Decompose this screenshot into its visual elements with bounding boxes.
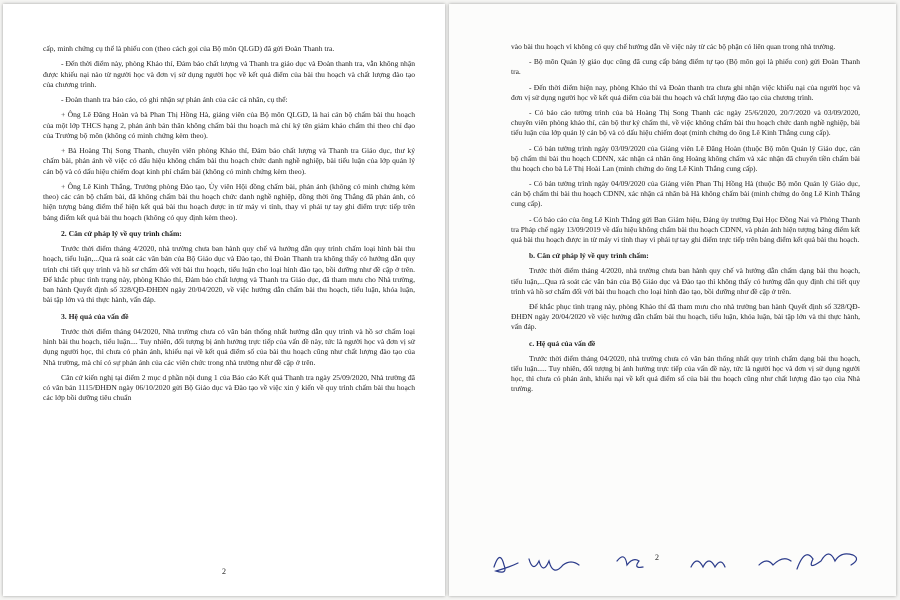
paragraph: cấp, minh chứng cụ thể là phiếu con (theo cách gọi của Bộ môn QLGD) đã gửi Đoàn Thanh tra.	[43, 44, 335, 53]
page-text	[43, 44, 415, 409]
section-heading: 2. Căn cứ pháp lý về quy trình chấm:	[61, 228, 182, 238]
paragraph: - Có bản tường trình ngày 03/09/2020 của Giảng viên Lê Đăng Hoàn (thuộc Bộ môn Quản lý Giáo dục, cán bộ chấm thi bài thu hoạch CDNN, xác nhận cá nhân ông Hoàng không chấm và xác nhận đã chuyển tiền chấm bài thu hoạch cho bà Lê Thị Hoài Lan (minh chứng do ông Lê Kinh Thắng cung cấp).	[511, 143, 860, 173]
paragraph: vào bài thu hoạch vì không có quy chế hướng dẫn về việc này từ các bộ phận có liên quan trong nhà trường.	[511, 42, 836, 51]
paragraph: + Ông Lê Đăng Hoàn và bà Phan Thị Hồng Hà, giảng viên của Bộ môn QLGD, là hai cán bộ chấm bài thu hoạch của một lớp THCS hạng 2, phản ánh bản thân không chấm bài thu hoạch mà chỉ ký tên giám khảo chấm thi theo chỉ đạo của Trưởng bộ môn (không có minh chứng kèm theo).	[43, 110, 415, 140]
section-heading: 3. Hệ quả của vấn đề	[61, 311, 129, 321]
paragraph: - Đến thời điểm hiện nay, phòng Khảo thí và Đoàn thanh tra chưa ghi nhận việc khiếu nại của người học và đơn vị sử dụng người học về kết quả điểm của bài thu hoạch và chất lượng đào tạo của chương trình.	[511, 82, 860, 102]
paragraph: Để khắc phục tình trạng này, phòng Khảo thí đã tham mưu cho nhà trường ban hành Quyết định số 328/QĐ-ĐHĐN ngày 20/04/2020 về việc hướng dẫn chấm bài thu hoạch, tiểu luận, khóa luận, bài tập lớn và thi thực hành, vấn đáp.	[511, 301, 860, 332]
paragraph: - Có bản tường trình ngày 04/09/2020 của Giảng viên Phan Thị Hồng Hà (thuộc Bộ môn Quản lý Giáo dục, cán bộ chấm thi bài thu hoạch CDNN, xác nhận cá nhân bà Hà không chấm bài (minh chứng do ông Lê Kinh Thắng cung cấp).	[511, 179, 860, 209]
paragraph: + Bà Hoàng Thị Song Thanh, chuyên viên phòng Khảo thí, Đảm bảo chất lượng và Thanh tra Giáo dục, thư ký chấm bài, phản ánh về việc có dấu hiệu không chấm bài thu hoạch chức danh nghề nghiệp, bài tiểu luận của lớp quản lý cán bộ và có dấu hiệu chiếm đoạt kinh phí chấm bài (không có minh chứng kèm theo).	[43, 146, 415, 176]
page-number: 2	[655, 553, 659, 562]
section-heading: b. Căn cứ pháp lý về quy trình chấm:	[529, 251, 649, 261]
document-page-right	[449, 4, 896, 596]
paragraph: - Đoàn thanh tra báo cáo, có ghi nhận sự phản ánh của các cá nhân, cụ thể:	[61, 95, 288, 104]
paragraph: Trước thời điểm tháng 04/2020, nhà trường chưa có văn bản thống nhất quy trình chấm dạng bài thu hoạch, tiểu luận..... Tuy nhiên, đối tượng bị ảnh hưởng trực tiếp của vấn đề này, tức là người học và đơn vị sử dụng người học, thì chưa có phản ánh, khiếu nại về kết quả điểm số của bài thu hoạch cũng như chất lượng đào tạo của Nhà trường.	[511, 353, 860, 394]
paragraph: + Ông Lê Kinh Thắng, Trưởng phòng Đào tạo, Ủy viên Hội đồng chấm bài, phản ánh (không có minh chứng kèm theo) các cán bộ chấm bài, đã không chấm bài thu hoạch chức danh nghề nghiệp, đồng thời ông Thắng đã phản ánh, có hiện tượng bảng điểm thể hiện kết quả bài thu hoạch được in từ máy vi tính, thay vì phải tự tay ghi điểm trực tiếp trên bảng điểm kết quả bài thu hoạch (không có quy định kèm theo).	[43, 181, 415, 222]
paragraph: - Bộ môn Quản lý giáo dục cũng đã cung cấp bảng điểm tự tạo (Bộ môn gọi là phiếu con) gửi Đoàn Thanh tra.	[511, 57, 860, 77]
paragraph: - Có báo cáo của ông Lê Kinh Thắng gửi Ban Giám hiệu, Đảng ủy trường Đại Học Đồng Nai và Phòng Thanh tra Pháp chế ngày 13/09/2019 về dấu hiệu không chấm bài thu hoạch CDNN, và phản ánh hiện tượng bảng điểm kết quả bài thu hoạch được in từ máy vi tính thay vì phải tự tay ghi điểm trực tiếp trên bảng điểm kết quả bài thu hoạch.	[511, 214, 860, 244]
page-number: 2	[222, 567, 226, 576]
paragraph: Trước thời điểm tháng 4/2020, nhà trường chưa ban hành quy chế và hướng dẫn quy trình chấm loại hình bài thu hoạch, tiểu luận,...Qua rà soát các văn bản của Bộ Giáo dục và Đào tạo, thì Đoàn Thanh tra không thấy có hướng dẫn quy trình chi tiết quy trình và hồ sơ chấm đối với bài thu hoạch, tiểu luận cho loại hình đào tạo, bồi dưỡng như đề cập ở trên. Để khắc phục tình trạng này, phòng Khảo thí, Đảm bảo chất lượng và Thanh tra Giáo dục, đã tham mưu cho Nhà trường, ban hành Quyết định số 328/QĐ-ĐHĐN ngày 20/04/2020, về việc hướng dẫn chấm bài thu hoạch, tiểu luận, khóa luận, bài tập lớn và thi thực hành, vấn đáp.	[43, 244, 415, 305]
paragraph: Trước thời điểm tháng 4/2020, nhà trường chưa ban hành quy chế và hướng dẫn chấm dạng bài thu hoạch, tiểu luận,...Qua rà soát các văn bản của Bộ Giáo dục và Đào tạo thì không thấy có hướng dẫn quy định chi tiết quy trình và hồ sơ chấm đối với bài thu hoạch cho loại hình đào tạo, bồi dưỡng như đề cập ở trên.	[511, 266, 860, 296]
section-heading: c. Hệ quả của vấn đề	[529, 338, 596, 348]
paragraph: Trước thời điểm tháng 04/2020, Nhà trường chưa có văn bản thống nhất hướng dẫn quy trình và hồ sơ chấm loại hình bài thu hoạch, tiểu luận.... Tuy nhiên, đối tượng bị ảnh hưởng trực tiếp của vấn đề này, tức là người học và đơn vị sử dụng người học, thì chưa có phản ánh, khiếu nại về kết quả điểm số của bài thu hoạch cũng như chất lượng đào tạo của Nhà trường, mà chỉ có sự phản ánh của các viên chức trong nhà trường như đề cập ở trên.	[43, 326, 415, 367]
paragraph: - Có báo cáo tường trình của bà Hoàng Thị Song Thanh các ngày 25/6/2020, 20/7/2020 và 03/09/2020, chuyên viên phòng khảo thí, cán bộ thư ký chấm thi, về việc không chấm bài thu hoạch chức danh nghề nghiệp, bài tiểu luận của lớp quản lý cán bộ và có dấu hiệu chiếm đoạt (minh chứng do ông Lê Kinh Thắng cung cấp).	[511, 107, 860, 138]
paragraph: - Đến thời điểm này, phòng Khảo thí, Đảm bảo chất lượng và Thanh tra giáo dục và Đoàn thanh tra, vẫn không nhận được khiếu nại nào từ người học và đơn vị sử dụng người học về kết quả điểm của bài thu hoạch và chất lượng đào tạo của chương trình.	[43, 59, 415, 89]
paragraph: Căn cứ kiến nghị tại điểm 2 mục d phần nội dung 1 của Báo cáo Kết quả Thanh tra ngày 25/09/2020, Nhà trường đã có văn bản 1115/ĐHĐN ngày 06/10/2020 gửi Bộ Giáo dục và Đào tạo về việc xin ý kiến về quy trình chấm bài thu hoạch các lớp bồi dưỡng tiêu chuẩn	[43, 372, 415, 403]
handwritten-signatures	[469, 539, 889, 584]
document-page-left	[3, 4, 445, 596]
page-text	[511, 42, 860, 399]
